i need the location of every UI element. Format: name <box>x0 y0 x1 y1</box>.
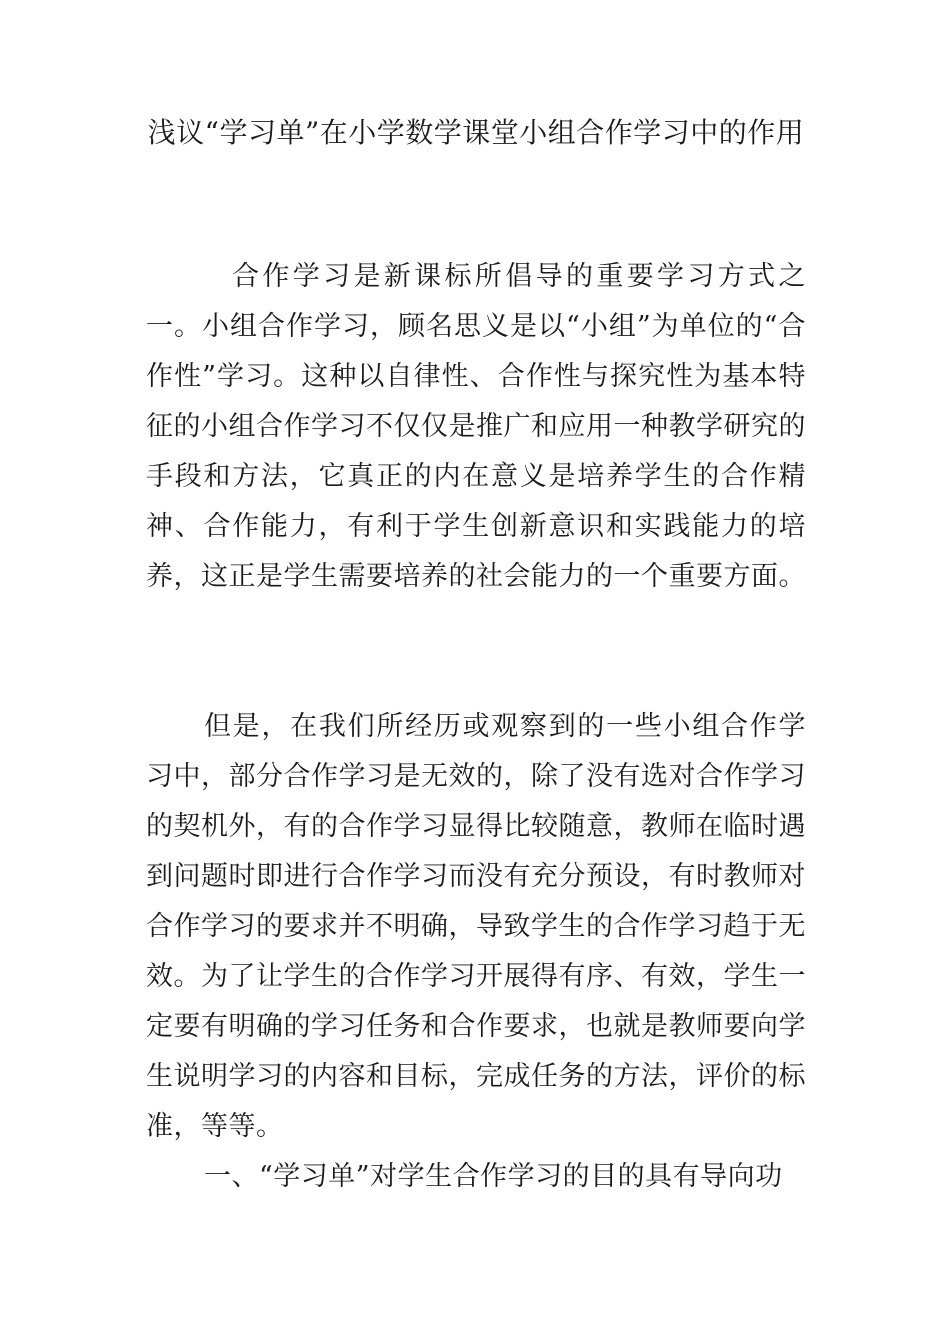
paragraph-problem: 但是，在我们所经历或观察到的一些小组合作学习中，部分合作学习是无效的，除了没有选对合作学习的契机外，有的合作学习显得比较随意，教师在临时遇到问题时即进行合作学习而没有充分预设，有时教师对合作学习的要求并不明确，导致学生的合作学习趋于无效。为了让学生的合作学习开展得有序、有效，学生一定要有明确的学习任务和合作要求，也就是教师要向学生说明学习的内容和目标，完成任务的方法，评价的标准，等等。 <box>146 711 806 1142</box>
document-title: 浅议“学习单”在小学数学课堂小组合作学习中的作用 <box>147 116 805 149</box>
section-heading-1: 一、“学习单”对学生合作学习的目的具有导向功 <box>204 1161 783 1192</box>
paragraph-intro: 合作学习是新课标所倡导的重要学习方式之一。小组合作学习，顾名思义是以“小组”为单位的“合作性”学习。这种以自律性、合作性与探究性为基本特征的小组合作学习不仅仅是推广和应用一种教学研究的手段和方法，它真正的内在意义是培养学生的合作精神、合作能力，有利于学生创新意识和实践能力的培养，这正是学生需要培养的社会能力的一个重要方面。 <box>146 261 806 592</box>
